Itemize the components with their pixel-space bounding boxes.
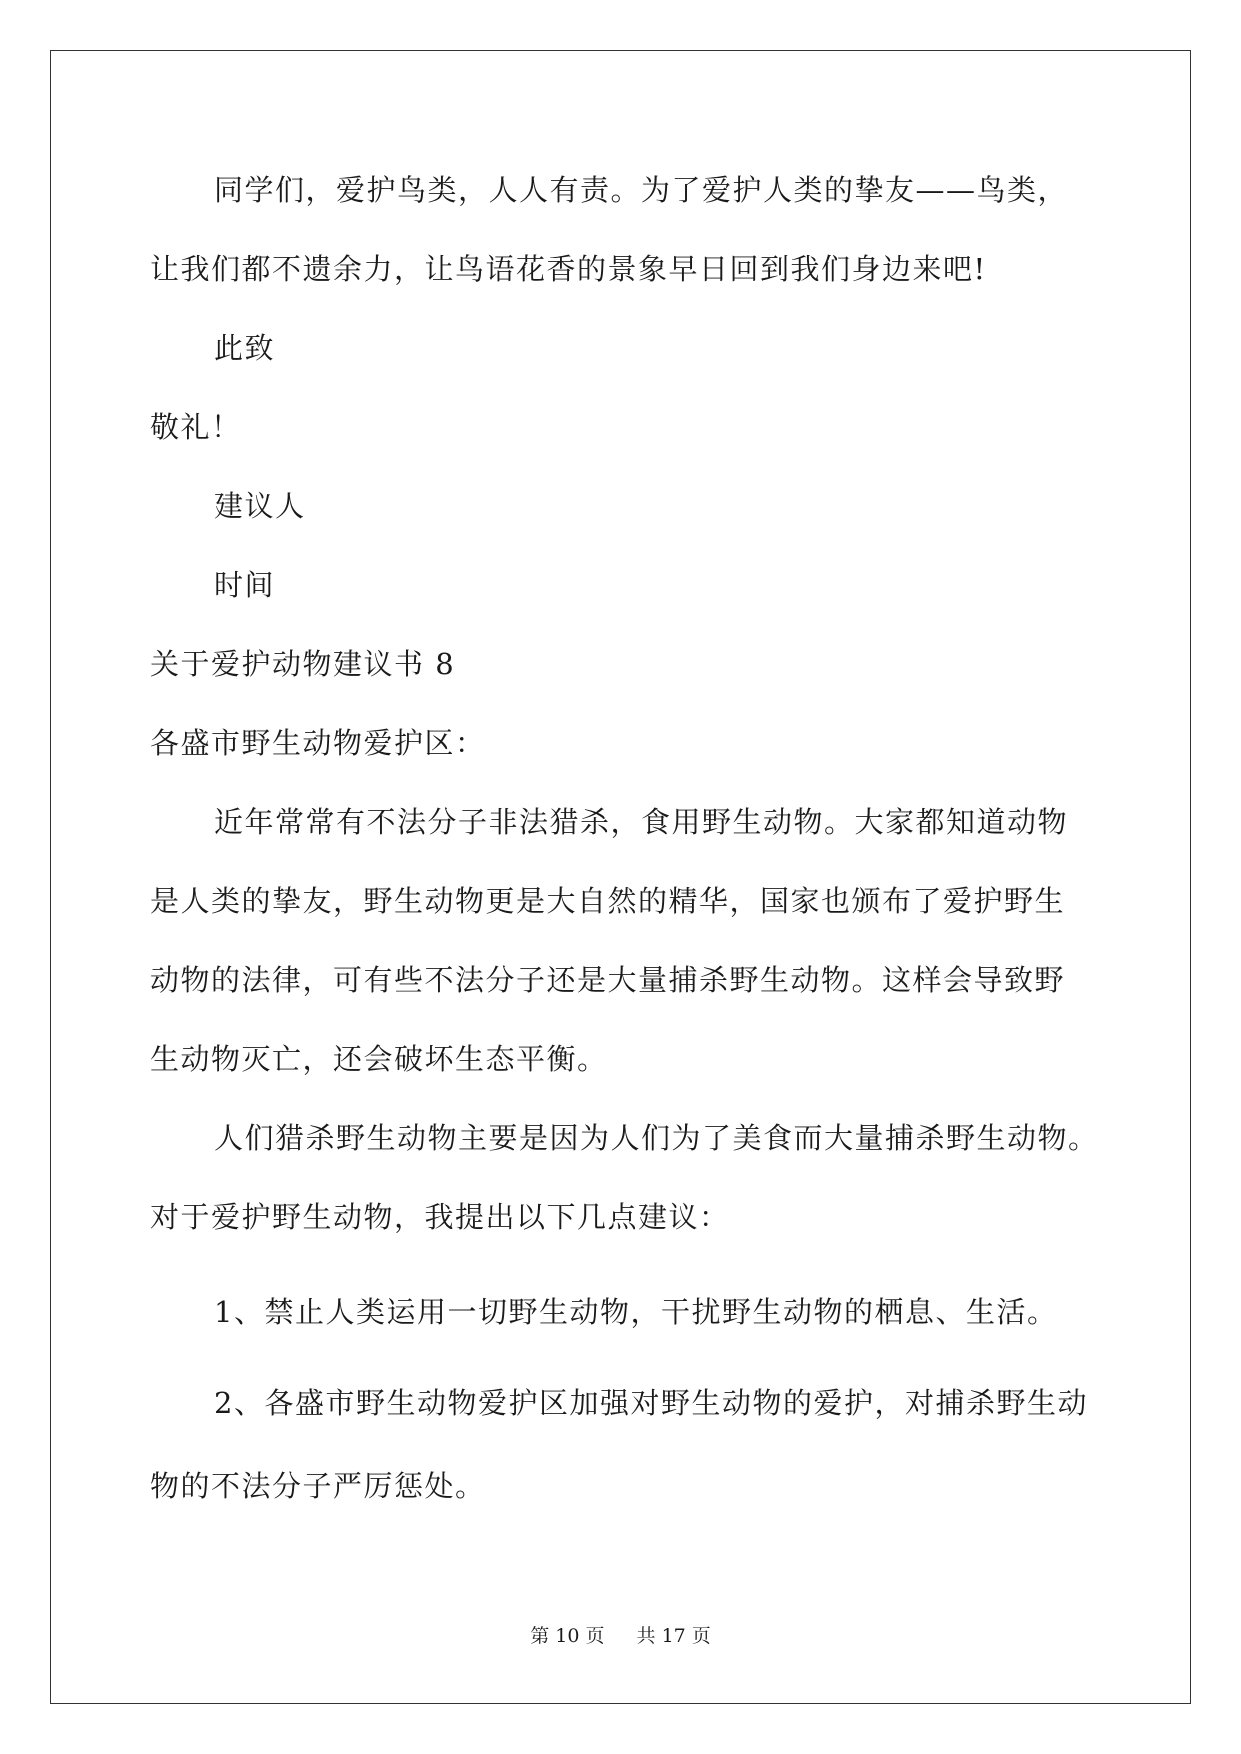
paragraph-line: 动物的法律，可有些不法分子还是大量捕杀野生动物。这样会导致野 <box>150 963 1066 997</box>
paragraph-line: 生动物灭亡，还会破坏生态平衡。 <box>150 1042 608 1076</box>
paragraph-line: 让我们都不遗余力，让鸟语花香的景象早日回到我们身边来吧! <box>150 252 987 286</box>
page-number-total: 共 17 页 <box>636 1625 711 1647</box>
date-line: 时间 <box>214 568 276 602</box>
page-number-current: 第 10 页 <box>530 1625 605 1647</box>
paragraph-line: 同学们，爱护鸟类，人人有责。为了爱护人类的挚友——鸟类， <box>214 173 1069 207</box>
salutation-line: 敬礼！ <box>150 410 242 444</box>
salutation-line: 此致 <box>214 331 276 365</box>
paragraph-line: 是人类的挚友，野生动物更是大自然的精华，国家也颁布了爱护野生 <box>150 884 1066 918</box>
page-border <box>50 50 1191 1704</box>
paragraph-line: 人们猎杀野生动物主要是因为人们为了美食而大量捕杀野生动物。 <box>214 1121 1099 1155</box>
list-item: 1、禁止人类运用一切野生动物，干扰野生动物的栖息、生活。 <box>214 1295 1058 1329</box>
paragraph-line: 近年常常有不法分子非法猎杀，食用野生动物。大家都知道动物 <box>214 805 1069 839</box>
signature-line: 建议人 <box>214 489 306 523</box>
section-title: 关于爱护动物建议书 8 <box>150 647 456 681</box>
addressee-line: 各盛市野生动物爱护区： <box>150 726 486 760</box>
list-item: 2、各盛市野生动物爱护区加强对野生动物的爱护，对捕杀野生动 <box>214 1386 1088 1420</box>
paragraph-line: 对于爱护野生动物，我提出以下几点建议： <box>150 1200 730 1234</box>
list-item-continued: 物的不法分子严厉惩处。 <box>150 1469 486 1503</box>
page-footer <box>0 1624 1241 1648</box>
